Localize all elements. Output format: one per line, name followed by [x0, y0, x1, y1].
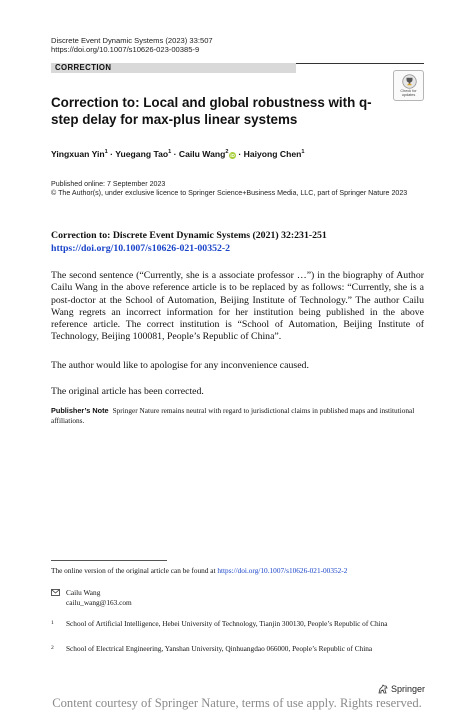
- author-name[interactable]: Cailu Wang: [178, 149, 226, 159]
- author-name[interactable]: Yuegang Tao: [115, 149, 169, 159]
- corresponding-author-name: Cailu Wang: [66, 588, 101, 597]
- article-type-label: CORRECTION: [55, 63, 112, 72]
- article-doi[interactable]: https://doi.org/10.1007/s10626-023-00385-9: [51, 45, 200, 54]
- header-rule: [296, 63, 424, 64]
- envelope-icon: [51, 589, 60, 596]
- footnote-rule: [51, 560, 167, 561]
- orcid-icon[interactable]: iD: [230, 153, 235, 158]
- original-article-link[interactable]: https://doi.org/10.1007/s10626-021-00352-2: [51, 243, 231, 254]
- check-for-updates-badge[interactable]: [393, 70, 424, 101]
- article-type-bar: [51, 63, 296, 73]
- affiliation-text: School of Electrical Engineering, Yanshan University, Qinhuangdao 066000, People’s Republic of China: [66, 644, 373, 653]
- publishers-note-text: Springer Nature remains neutral with regard to jurisdictional claims in published maps and institutional affiliations.: [51, 406, 415, 425]
- author-name[interactable]: Haiyong Chen: [243, 149, 302, 159]
- online-version-link[interactable]: https://doi.org/10.1007/s10626-021-00352-2: [217, 566, 348, 575]
- author-affiliation-ref: 1: [301, 149, 305, 156]
- correction-heading: Correction to: Discrete Event Dynamic Systems (2021) 32:231-251: [51, 230, 327, 241]
- author-separator: ·: [238, 149, 242, 159]
- publishers-note: [51, 406, 424, 425]
- badge-line-1: Check for: [400, 89, 417, 93]
- author-separator: ·: [173, 149, 177, 159]
- body-paragraph: The second sentence (“Currently, she is a associate professor …”) in the biography of Author Cailu Wang in the above reference article is to be replaced by as follows: “Currently, she is a post-doctor at the School of Automation, Beijing Institute of Technology.” The author Cailu Wang regrets an incorrect information for her institution being published in the above reference article. The correct institution is “School of Automation, Beijing Institute of Technology, Beijing 100081, People’s Republic of China”.: [51, 270, 424, 343]
- article-title: Correction to: Local and global robustness with q-step delay for max-plus linear systems: [51, 95, 372, 127]
- author-separator: ·: [110, 149, 114, 159]
- copyright-notice: © The Author(s), under exclusive licence to Springer Science+Business Media, LLC, part of Springer Nature 2023: [51, 189, 408, 197]
- affiliation-text: School of Artificial Intelligence, Hebei University of Technology, Tianjin 300130, People’s Republic of China: [66, 619, 388, 628]
- author-affiliation-ref: 1: [168, 149, 172, 156]
- publishers-note-label: Publisher’s Note: [51, 406, 109, 415]
- author-affiliation-ref: 1: [104, 149, 108, 156]
- badge-line-2: updates: [401, 93, 416, 98]
- badge-text: [394, 89, 423, 98]
- affiliation-number: 2: [51, 645, 54, 651]
- body-paragraph: The original article has been corrected.: [51, 386, 204, 397]
- springer-wordmark: Springer: [391, 684, 426, 694]
- author-list: [51, 149, 305, 160]
- journal-citation: Discrete Event Dynamic Systems (2023) 33:507: [51, 36, 213, 45]
- check-for-updates-icon: [402, 74, 417, 89]
- published-date: Published online: 7 September 2023: [51, 180, 166, 188]
- author-affiliation-ref: 2: [225, 149, 229, 156]
- corresponding-author-email[interactable]: cailu_wang@163.com: [66, 598, 132, 607]
- body-paragraph: The author would like to apologise for any inconvenience caused.: [51, 360, 309, 371]
- online-version-text: The online version of the original article can be found at: [51, 566, 216, 575]
- author-name[interactable]: Yingxuan Yin: [51, 149, 105, 159]
- courtesy-notice: Content courtesy of Springer Nature, terms of use apply. Rights reserved.: [52, 696, 422, 710]
- online-version-note: [51, 566, 347, 575]
- springer-horse-icon: [378, 684, 388, 694]
- affiliation-number: 1: [51, 620, 54, 626]
